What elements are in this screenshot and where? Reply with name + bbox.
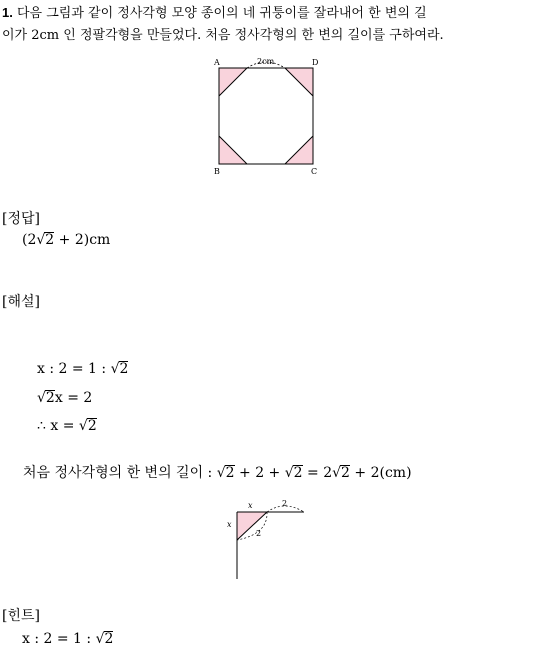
equation-3: ∴ x = √2: [37, 418, 97, 434]
corner-detail-figure: [222, 496, 312, 584]
problem-text-line2: 이가 2cm 인 정팔각형을 만들었다. 처음 정사각형의 한 변의 길이를 구하여라.: [2, 28, 444, 43]
hint-heading: [힌트]: [2, 608, 40, 624]
equation-2: √2x = 2: [37, 390, 93, 406]
equation-1: x : 2 = 1 : √2: [37, 361, 129, 377]
label-C: C: [311, 167, 318, 176]
problem-number: 1.: [2, 5, 13, 20]
answer-expression: (2√2 + 2)cm: [22, 232, 111, 248]
label-A: A: [214, 58, 220, 67]
octagon-figure: [205, 52, 330, 177]
label-D: D: [312, 58, 319, 67]
label-x-left: x: [227, 520, 232, 529]
problem-text-line1: 다음 그림과 같이 정사각형 모양 종이의 네 귀퉁이를 잘라내어 한 변의 길: [16, 6, 427, 21]
label-two-diag: 2: [256, 529, 262, 538]
label-x-top: x: [248, 501, 253, 510]
problem-statement: [2, 2, 530, 47]
answer-heading: [정답]: [2, 211, 40, 227]
final-answer-line: 처음 정사각형의 한 변의 길이 : √2 + 2 + √2 = 2√2 + 2(cm): [23, 465, 412, 481]
label-side: 2cm: [257, 57, 275, 66]
hint-equation: x : 2 = 1 : √2: [22, 631, 114, 647]
answer-radicand: 2: [45, 232, 55, 248]
label-B: B: [214, 167, 220, 176]
explanation-heading: [해설]: [2, 294, 40, 310]
label-two-top: 2: [282, 499, 288, 508]
